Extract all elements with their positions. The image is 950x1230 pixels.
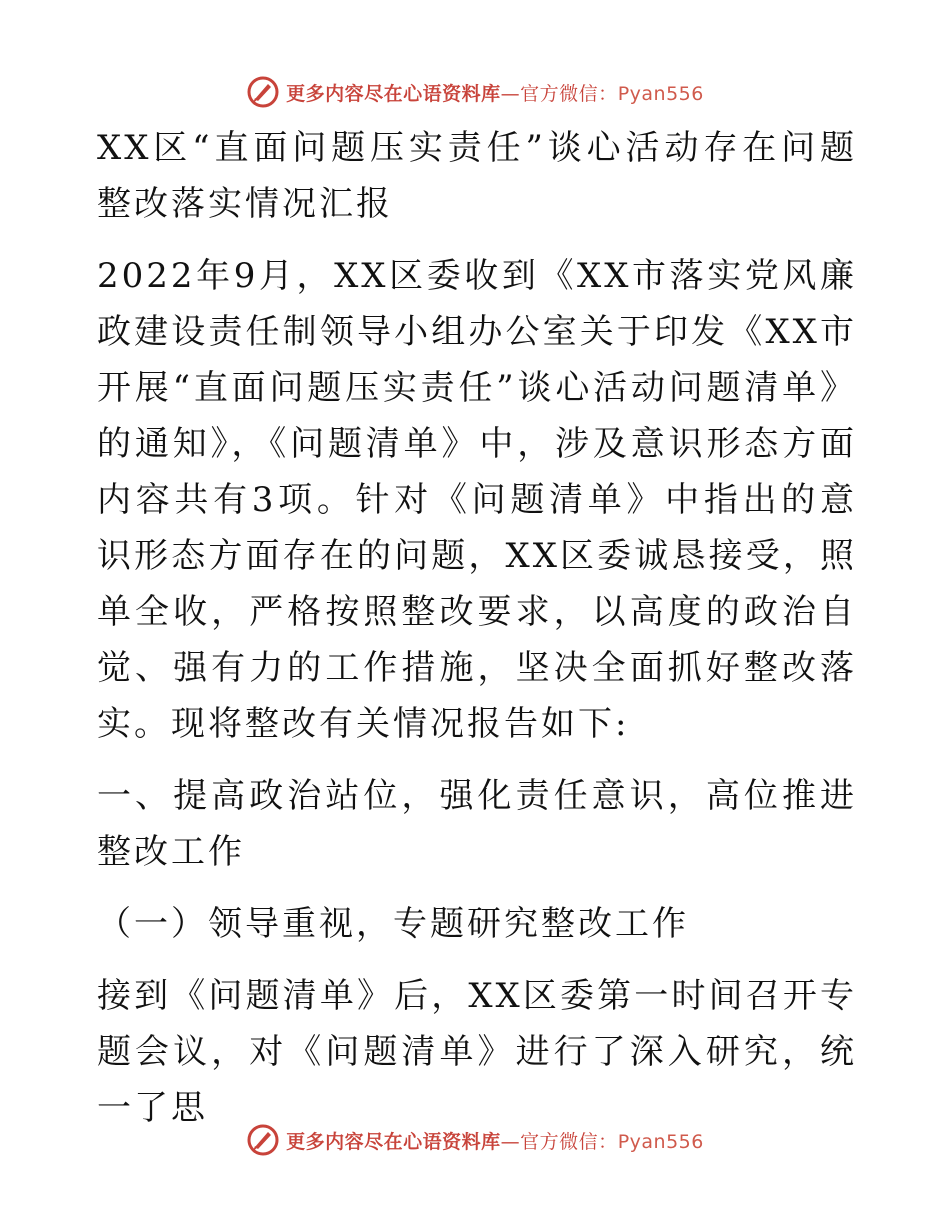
document-body (97, 118, 857, 1136)
section-heading-1: 一、提高政治站位，强化责任意识，高位推进整改工作 (97, 776, 857, 872)
subsection-body-1: 接到《问题清单》后，XX区委第一时间召开专题会议，对《问题清单》进行了深入研究，统一了思 (97, 976, 857, 1128)
banner-text (286, 79, 704, 106)
pen-circle-logo-icon (246, 1123, 280, 1157)
banner-separator: — (500, 82, 521, 105)
pen-circle-logo-icon (246, 75, 280, 109)
banner-brand: 更多内容尽在心语资料库 (286, 1130, 501, 1153)
banner-separator: — (500, 1130, 521, 1153)
header-banner (0, 72, 950, 112)
banner-wechat-handle: Pyan556 (617, 82, 704, 105)
banner-wechat-label: 官方微信： (520, 82, 618, 105)
banner-text (286, 1127, 704, 1154)
intro-paragraph: 2022年9月，XX区委收到《XX市落实党风廉政建设责任制领导小组办公室关于印发《XX市开展“直面问题压实责任”谈心活动问题清单》的通知》，《问题清单》中，涉及意识形态方面内容共有3项。针对《问题清单》中指出的意识形态方面存在的问题，XX区委诚恳接受，照单全收，严格按照整改要求，以高度的政治自觉、强有力的工作措施，坚决全面抓好整改落实。现将整改有关情况报告如下: (97, 256, 857, 744)
banner-wechat-handle: Pyan556 (617, 1130, 704, 1153)
banner-wechat-label: 官方微信： (520, 1130, 618, 1153)
banner-brand: 更多内容尽在心语资料库 (286, 82, 501, 105)
footer-banner (0, 1120, 950, 1160)
subsection-heading-1: （一）领导重视，专题研究整改工作 (97, 904, 689, 944)
document-title: XX区“直面问题压实责任”谈心活动存在问题整改落实情况汇报 (97, 128, 857, 224)
